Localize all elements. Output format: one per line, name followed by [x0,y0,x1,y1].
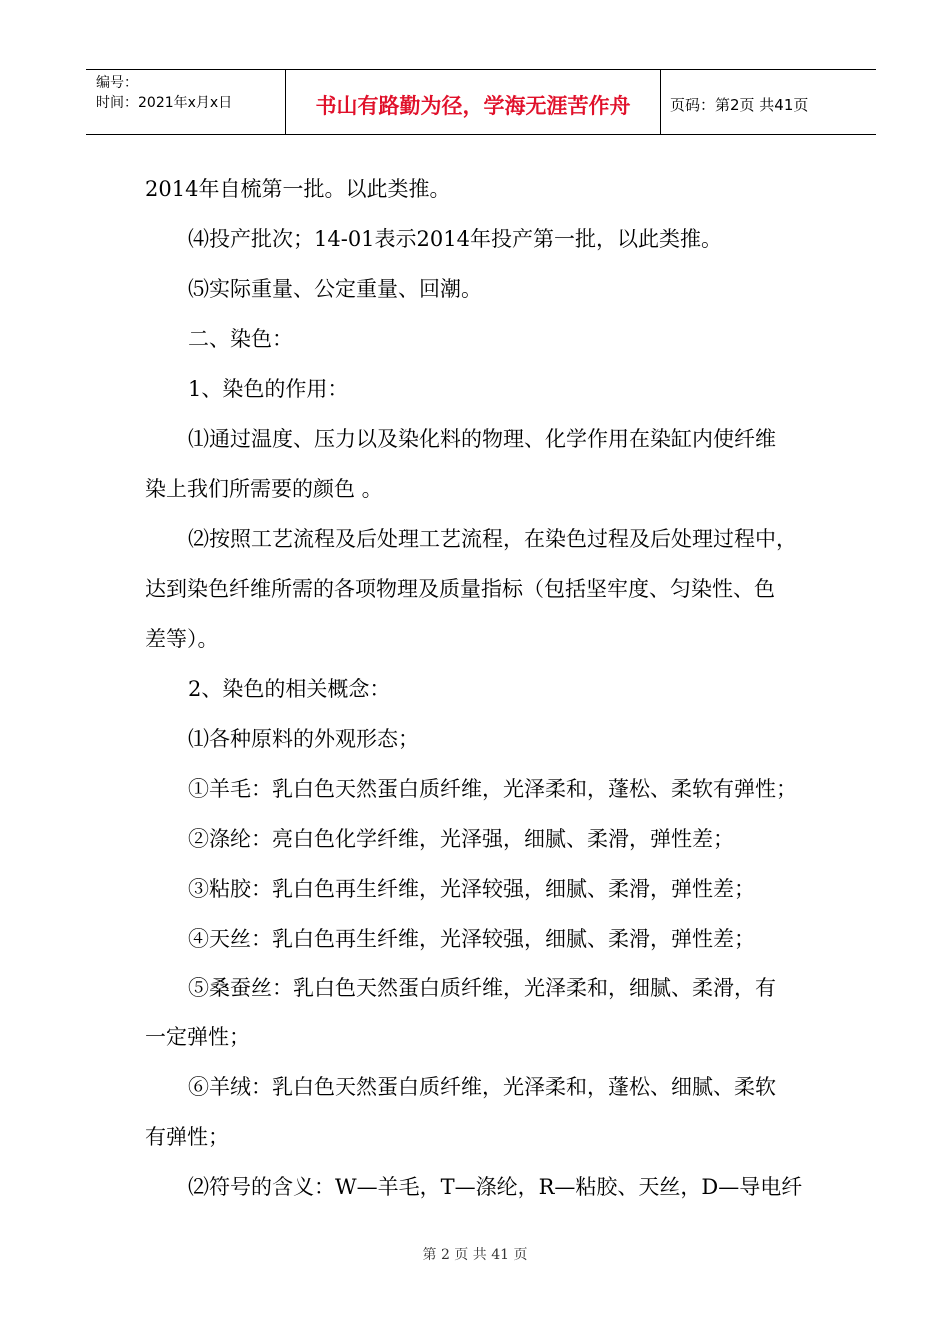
page-footer: 第 2 页 共 41 页 [422,1247,528,1263]
text-line: 达到染色纤维所需的各项物理及质量指标（包括坚牢度、匀染性、色 [145,577,775,601]
text-line: ⑵按照工艺流程及后处理工艺流程，在染色过程及后处理过程中， [188,527,797,551]
header-page-info: 页码：第2页 共41页 [670,95,809,114]
list-item: ③粘胶：乳白色再生纤维，光泽较强，细腻、柔滑，弹性差； [188,877,755,901]
header-meta [86,70,286,134]
text-line: ⑵符号的含义：W—羊毛，T—涤纶，R—粘胶、天丝，D—导电纤 [188,1175,803,1199]
list-item: ④天丝：乳白色再生纤维，光泽较强，细腻、柔滑，弹性差； [188,927,755,951]
text-line: ⑷投产批次；14-01表示2014年投产第一批，以此类推。 [188,227,722,251]
list-item: ⑤桑蚕丝：乳白色天然蛋白质纤维，光泽柔和，细腻、柔滑，有 [188,976,776,1000]
doc-number-label: 编号： [96,75,138,91]
text-line: ⑴各种原料的外观形态； [188,727,419,751]
list-item: ⑥羊绒：乳白色天然蛋白质纤维，光泽柔和，蓬松、细腻、柔软 [188,1075,776,1099]
list-item: 一定弹性； [145,1025,250,1049]
text-line: 2014年自梳第一批。以此类推。 [145,177,451,201]
text-line: ⑴通过温度、压力以及染化料的物理、化学作用在染缸内使纤维 [188,427,776,451]
doc-date-label: 时间：2021年x月x日 [96,95,233,111]
list-item: 有弹性； [145,1125,229,1149]
subsection-heading: 2、染色的相关概念： [188,677,391,701]
text-line: ⑸实际重量、公定重量、回潮。 [188,277,482,301]
text-line: 染上我们所需要的颜色 。 [145,477,383,501]
page-header [86,69,876,135]
header-motto: 书山有路勤为径，学海无涯苦作舟 [286,70,661,134]
subsection-heading: 1、染色的作用： [188,377,349,401]
text-line: 差等）。 [145,627,219,651]
list-item: ①羊毛：乳白色天然蛋白质纤维，光泽柔和，蓬松、柔软有弹性； [188,777,797,801]
section-heading: 二、染色： [188,327,293,351]
list-item: ②涤纶：亮白色化学纤维，光泽强，细腻、柔滑，弹性差； [188,827,734,851]
